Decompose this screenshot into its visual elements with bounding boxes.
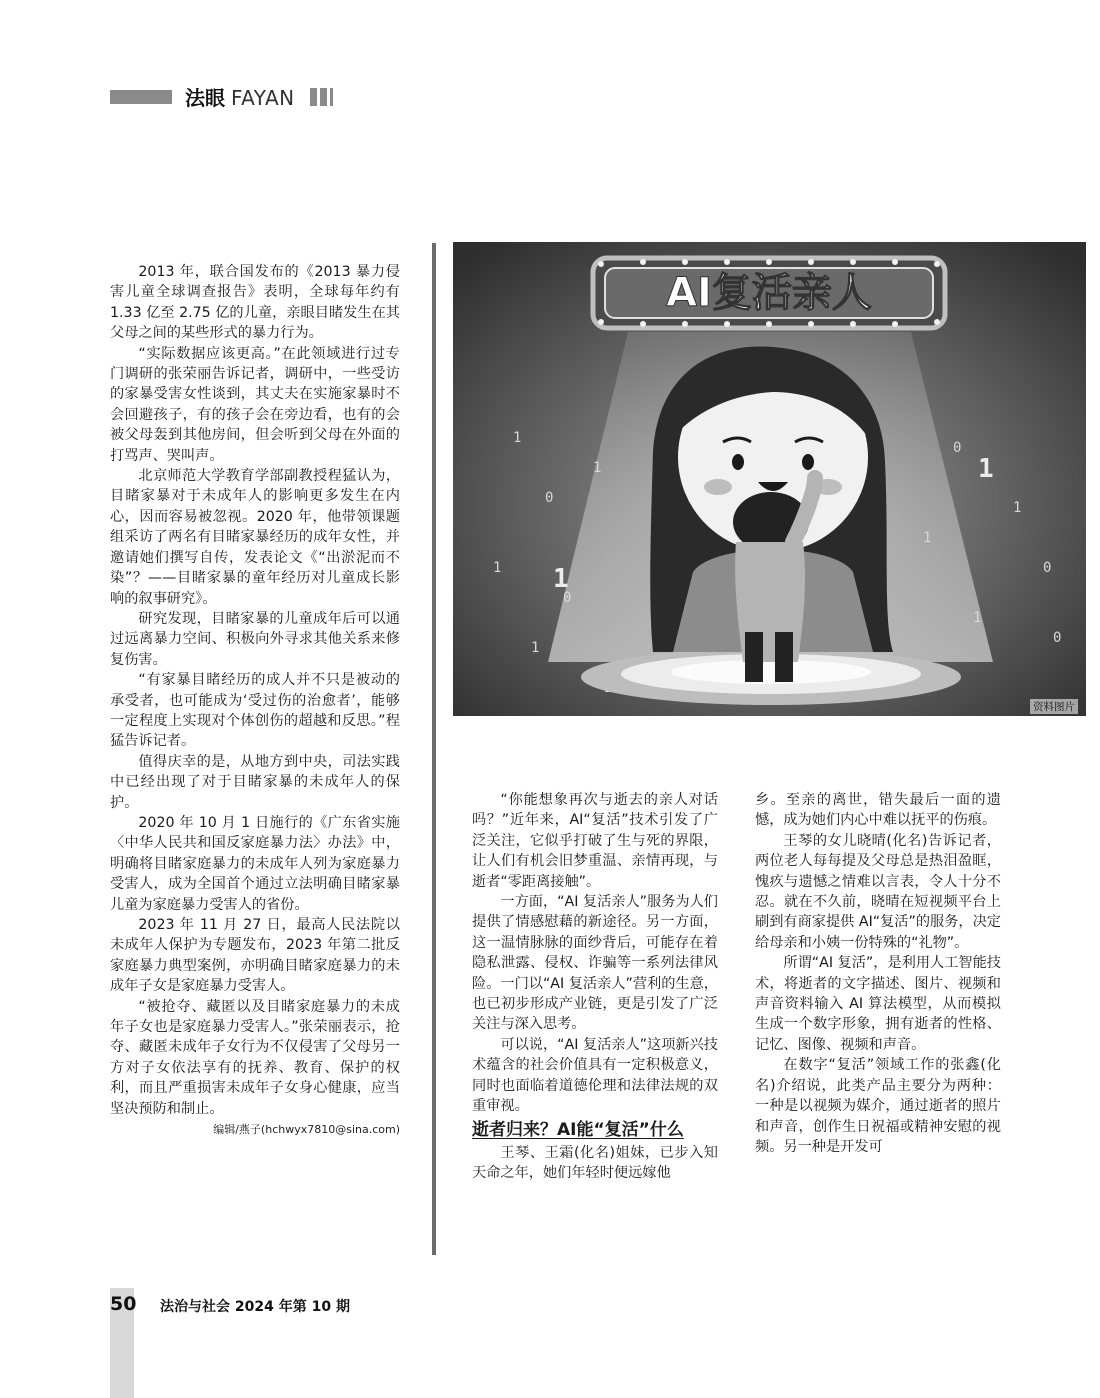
- svg-text:0: 0: [953, 440, 962, 456]
- subheading: 逝者归来？AI能“复活”什么: [472, 1119, 684, 1140]
- svg-text:1: 1: [531, 640, 540, 656]
- svg-text:1: 1: [553, 564, 569, 594]
- svg-text:0: 0: [1053, 630, 1062, 646]
- paragraph: 2013 年，联合国发布的《2013 暴力侵害儿童全球调查报告》表明，全球每年约有 1.33 亿至 2.75 亿的儿童，亲眼目睹发生在其父母之间的某些形式的暴力行为。: [110, 264, 400, 342]
- paragraph: 可以说，“AI 复活亲人”这项新兴技术蕴含的社会价值具有一定积极意义，同时也面临着道德伦理和法律法规的双重审视。: [472, 1036, 718, 1115]
- paragraph: 一方面，“AI 复活亲人”服务为人们提供了情感慰藉的新途径。另一方面，这一温情脉脉的面纱背后，可能存在着隐私泄露、侵权、诈骗等一系列法律风险。一门以“AI 复活亲人”营利的生意，也已初步形成产业链，更是引发了广泛关注与深入思考。: [472, 894, 718, 1033]
- paragraph: “被抢夺、藏匿以及目睹家庭暴力的未成年子女也是家庭暴力受害人。”张荣丽表示，抢夺、藏匿未成年子女行为不仅侵害了父母另一方对子女依法享有的抚养、教育、保护的权利，而且严重损害未成年子女身心健康，应当坚决预防和制止。: [110, 998, 400, 1117]
- illustration: [453, 242, 1086, 716]
- article-column-3: [755, 790, 1001, 1157]
- paragraph: 所谓“AI 复活”，是利用人工智能技术，将逝者的文字描述、图片、视频和声音资料输入 AI 算法模型，从而模拟生成一个数字形象，拥有逝者的性格、记忆、图像、视频和声音。: [755, 955, 1001, 1053]
- paragraph: 王琴、王霜(化名)姐妹，已步入知天命之年，她们年轻时便远嫁他: [472, 1144, 718, 1181]
- svg-text:1: 1: [593, 460, 602, 476]
- paragraph: 在数字“复活”领域工作的张鑫(化名)介绍说，此类产品主要分为两种：一种是以视频为媒介，通过逝者的照片和声音，创作生日祝福或精神安慰的视频。另一种是开发可: [755, 1057, 1001, 1155]
- svg-text:0: 0: [545, 490, 554, 506]
- paragraph: “有家暴目睹经历的成人并不只是被动的承受者，也可能成为‘受过伤的治愈者’，能够一定程度上实现对个体创伤的超越和反思。”程猛告诉记者。: [110, 672, 400, 750]
- publication-info: 法治与社会 2024 年第 10 期: [160, 1299, 350, 1315]
- header-decor-bar: [110, 90, 172, 104]
- paragraph: 研究发现，目睹家暴的儿童成年后可以通过远离暴力空间、积极向外寻求其他关系来修复伤害。: [110, 610, 400, 668]
- illustration-drawing: [453, 242, 1086, 716]
- paragraph: 2023 年 11 月 27 日，最高人民法院以未成年人保护为专题发布，2023 年第二批反家庭暴力典型案例，亦明确目睹家庭暴力的未成年子女是家庭暴力受害人。: [110, 917, 400, 995]
- paragraph: 王琴的女儿晓晴(化名)告诉记者，两位老人每每提及父母总是热泪盈眶，愧疚与遗憾之情难以言表，令人十分不忍。就在不久前，晓晴在短视频平台上刷到有商家提供 AI“复活”的服务，决定给母亲和小姨一份特殊的“礼物”。: [755, 832, 1001, 951]
- paragraph: “你能想象再次与逝去的亲人对话吗？”近年来，AI“复活”技术引发了广泛关注，它似乎打破了生与死的界限，让人们有机会旧梦重温、亲情再现，与逝者“零距离接触”。: [472, 792, 718, 890]
- svg-text:1: 1: [493, 560, 502, 576]
- article-column-1: [110, 262, 400, 1138]
- paragraph-continued: 乡。至亲的离世，错失最后一面的遗憾，成为她们内心中难以抚平的伤痕。: [755, 792, 1001, 829]
- column-divider: [432, 243, 436, 1255]
- image-credit: 资料图片: [1030, 699, 1078, 714]
- section-title-en: FAYAN: [231, 86, 295, 110]
- paragraph: 北京师范大学教育学部副教授程猛认为，目睹家暴对于未成年人的影响更多发生在内心，因而容易被忽视。2020 年，他带领课题组采访了两名有目睹家暴经历的成年女性，并邀请她们撰写自传，发表论文《“出淤泥而不染”？——目睹家暴的童年经历对儿童成长影响的叙事研究》。: [110, 468, 400, 607]
- svg-text:1: 1: [1013, 500, 1022, 516]
- section-title-cn: 法眼: [185, 86, 225, 110]
- sign-text: AI复活亲人: [666, 270, 872, 316]
- section-title: [185, 86, 295, 110]
- page-number: 50: [110, 1293, 137, 1315]
- svg-text:0: 0: [563, 590, 572, 606]
- paragraph: 2020 年 10 月 1 日施行的《广东省实施〈中华人民共和国反家庭暴力法〉办法》中，明确将目睹家庭暴力的未成年人列为家庭暴力受害人，成为全国首个通过立法明确目睹家暴儿童为家庭暴力受害人的省份。: [110, 814, 400, 913]
- svg-text:1: 1: [513, 430, 522, 446]
- article-column-2: [472, 790, 718, 1183]
- editor-credit: 编辑/燕子(hchwyx7810@sina.com): [213, 1123, 400, 1137]
- paragraph: “实际数据应该更高。”在此领域进行过专门调研的张荣丽告诉记者，调研中，一些受访的家暴受害女性谈到，其丈夫在实施家暴时不会回避孩子，有的孩子会在旁边看，也有的会被父母轰到其他房间，但会听到父母在外面的打骂声、哭叫声。: [110, 345, 400, 464]
- svg-text:0: 0: [1043, 560, 1052, 576]
- paragraph: 值得庆幸的是，从地方到中央，司法实践中已经出现了对于目睹家暴的未成年人的保护。: [110, 753, 400, 811]
- svg-text:1: 1: [978, 454, 994, 484]
- svg-text:1: 1: [923, 530, 932, 546]
- svg-text:1: 1: [973, 610, 982, 626]
